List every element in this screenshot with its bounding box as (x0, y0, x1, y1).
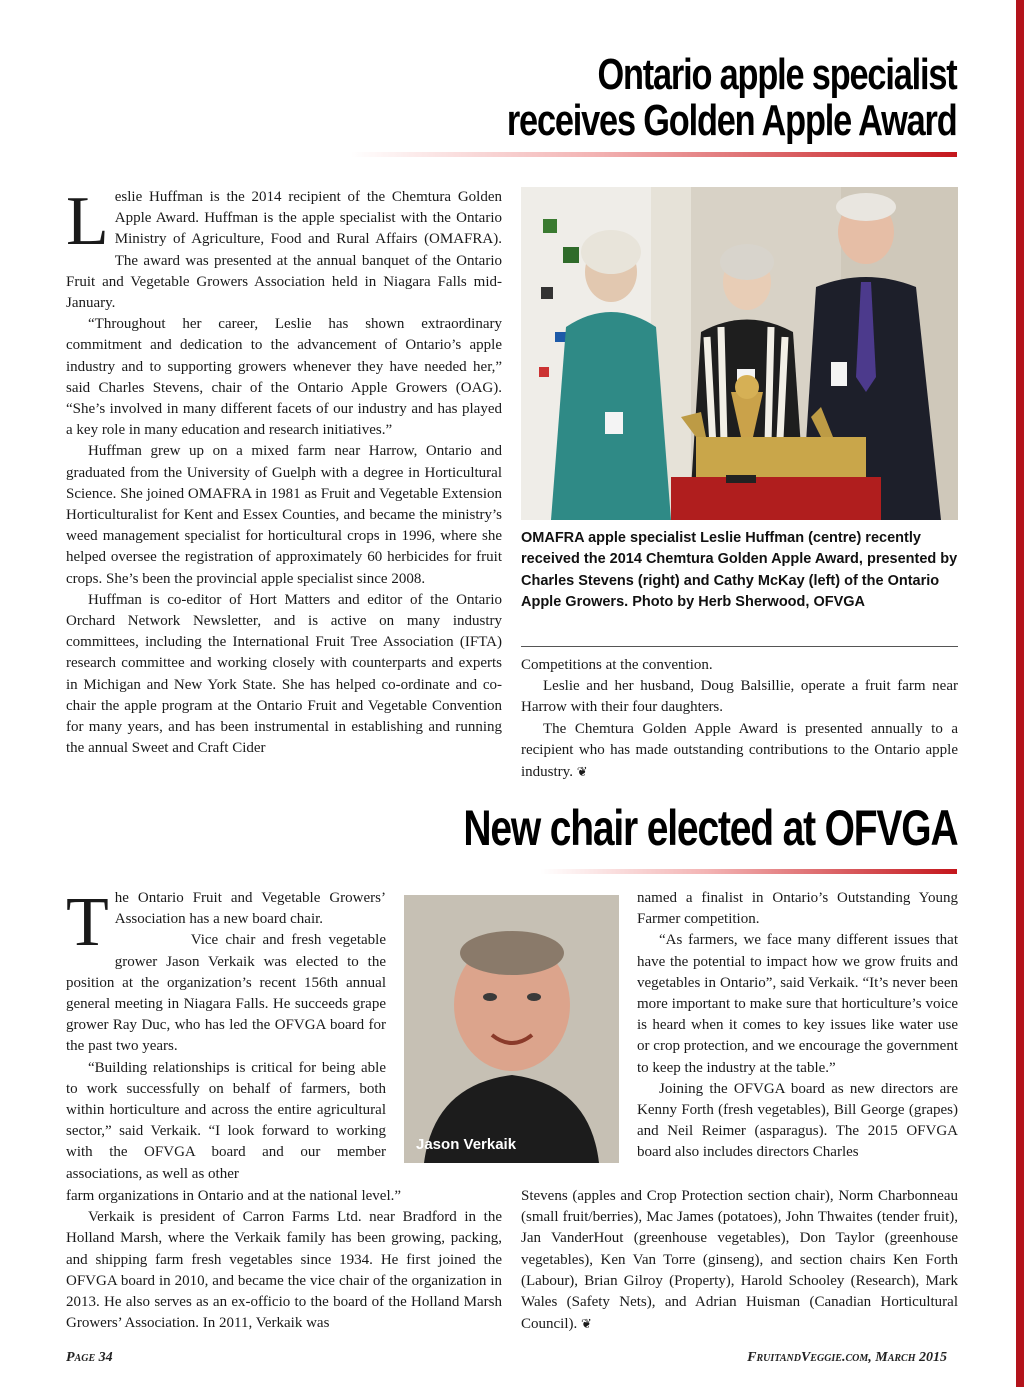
headline-line-1: Ontario apple specialist (597, 50, 957, 99)
end-mark-icon: ❦ (581, 1316, 592, 1332)
portrait-photo (404, 895, 619, 1163)
article2-paragraph: “Building relationships is critical for being able to work successfully on behalf of farmers, both within horticulture and across the entire agricultural sector,” said Verkaik. “I look forward to working with the OFVGA board and our member associations, as well as other (66, 1059, 386, 1182)
article2-column-right-bottom (521, 1186, 958, 1335)
article2-column-left-bottom (66, 1186, 502, 1334)
publication-footer: FruitandVeggie.com, March 2015 (747, 1350, 947, 1365)
article2-column-right-top (637, 888, 958, 1164)
article1-paragraph (66, 183, 502, 314)
headline-rule (350, 152, 957, 157)
end-mark-icon: ❦ (576, 764, 588, 780)
article2-paragraph (521, 1186, 958, 1335)
paragraph-text: he Ontario Fruit and Vegetable Growers’ Association has a new board chair. (114, 890, 386, 928)
caption-divider (521, 646, 958, 647)
article1-paragraph: “Throughout her career, Leslie has shown extraordinary commitment and dedication to the advancement of Ontario’s apple industry and to supporting growers whenever they have needed her,” said Charles Stevens, chair of the Ontario Apple Growers (OAG). “She’s involved in many different facets of our industry and has played a key role in many education and research initiatives.” (66, 316, 502, 439)
article2-paragraph: Joining the OFVGA board as new directors are Kenny Forth (fresh vegetables), Bill George (grapes) and Neil Reimer (asparagus). The 2015 OFVGA board also includes directors Charles (637, 1080, 958, 1161)
article2-paragraph: Vice chair and fresh vegetable grower Jason Verkaik was elected to the position at the organization’s recent 156th annual general meeting in Niagara Falls. He succeeds grape grower Ray Duc, who has led the OFVGA board for the past two years. (66, 932, 386, 1055)
article1-paragraph: Huffman grew up on a mixed farm near Harrow, Ontario and graduated from the University of Guelph with a degree in Horticultural Science. She joined OMAFRA in 1981 as Fruit and Vegetable Extension Horticulturalist for Kent and Essex Counties, and became the ministry’s weed management specialist for horticultural crops in 1996, where she helped oversee the registration of approximately 60 herbicides for fruit crops. She’s been the provincial apple specialist since 2008. (66, 443, 502, 587)
article2-paragraph (66, 884, 386, 961)
page-number: Page 34 (66, 1350, 113, 1365)
paragraph-text: Stevens (apples and Crop Protection section chair), Norm Charbonneau (small fruit/berries), Mac James (potatoes), John Thwaites (tender fruit), Jan VanderHout (greenhouse vegetables), Don Taylor (greenhouse vegetables), Ken Van Torre (ginseng), and section chairs Ken Forth (Labour), Brian Gilroy (Property), Harold Schooley (Research), Mark Wales (Safety Nets), and Adrian Huisman (Canadian Horticultural Council). (521, 1188, 958, 1333)
article1-paragraph (521, 719, 958, 784)
paragraph-text: The Chemtura Golden Apple Award is presented annually to a recipient who has made outstanding contributions to the Ontario apple industry. (521, 720, 958, 781)
article1-headline (507, 52, 957, 144)
article2-paragraph: farm organizations in Ontario and at the national level.” (66, 1188, 402, 1204)
article2-column-left-top (66, 884, 386, 1185)
article2-paragraph: Verkaik is president of Carron Farms Ltd. near Bradford in the Holland Marsh, where the Verkaik family has been growing, packing, and shipping farm fresh vegetables since 1934. He first joined the OFVGA board in 2010, and became the vice chair of the organization in 2013. He also serves as an ex-officio to the board of the Holland Marsh Growers’ Association. In 2011, Verkaik was (66, 1209, 502, 1332)
page-edge-bar (1016, 0, 1024, 1387)
article1-column-right (521, 655, 958, 783)
article1-paragraph: Huffman is co-editor of Hort Matters and editor of the Ontario Orchard Network Newsletter, and is active on many industry committees, including the International Fruit Tree Association (IFTA) research committee and working closely with counterparts and experts in Michigan and New York State. She has helped co-ordinate and co-chair the apple program at the Ontario Fruit and Vegetable Convention for many years, and has been instrumental in establishing and running the annual Sweet and Craft Cider (66, 591, 502, 757)
headline-line-2: receives Golden Apple Award (507, 96, 957, 145)
photo-caption: OMAFRA apple specialist Leslie Huffman (centre) recently received the 2014 Chemtura Golden Apple Award, presented by Charles Stevens (right) and Cathy McKay (left) of the Ontario Apple Growers. Photo by Herb Sherwood, OFVGA (521, 530, 958, 610)
drop-cap: L (66, 183, 109, 260)
headline-rule (540, 869, 957, 874)
award-photo-image (521, 187, 958, 520)
drop-cap: T (66, 884, 109, 961)
article1-column-left (66, 183, 502, 759)
photo-label: Jason Verkaik (416, 1136, 517, 1153)
portrait-photo-image (404, 895, 619, 1163)
article1-paragraph: Leslie and her husband, Doug Balsillie, operate a fruit farm near Harrow with their four daughters. (521, 678, 958, 716)
article2-paragraph: named a finalist in Ontario’s Outstanding Young Farmer competition. (637, 890, 958, 928)
article2-paragraph: “As farmers, we face many different issues that have the potential to impact how we grow fruits and vegetables in Ontario”, said Verkaik. “It’s never been more important to make sure that horticulture’s voice is heard when it comes to key issues like water use or crop protection, and we encourage the government to keep the industry at the table.” (637, 932, 958, 1076)
article2-headline: New chair elected at OFVGA (462, 800, 957, 856)
article1-paragraph: Competitions at the convention. (521, 657, 713, 673)
award-photo (521, 187, 958, 520)
paragraph-text: eslie Huffman is the 2014 recipient of the Chemtura Golden Apple Award. Huffman is the apple specialist with the Ontario Ministry of Agriculture, Food and Rural Affairs (OMAFRA). The award was presented at the annual banquet of the Ontario Fruit and Vegetable Growers Association held in Niagara Falls mid-January. (66, 189, 502, 312)
